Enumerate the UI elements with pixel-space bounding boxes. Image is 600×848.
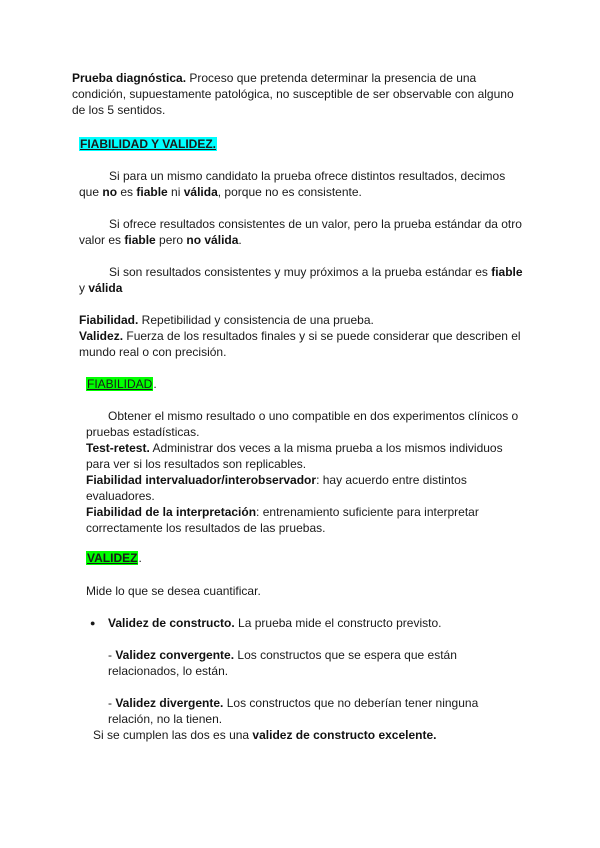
s1p1-bold-fiable: fiable	[136, 185, 168, 199]
s1p1-text: ni	[167, 185, 184, 199]
bullet-term: Validez de constructo.	[108, 616, 235, 630]
section3-heading-dot: .	[138, 551, 142, 565]
conv-text1: Los constructos que se espera que están	[234, 648, 457, 662]
s1p2-bold-fiable: fiable	[124, 233, 156, 247]
def-validez-term: Validez.	[79, 329, 124, 343]
divergent-item	[108, 695, 478, 727]
intro-line2: condición, supuestamente patológica, no susceptible de ser observable con alguno	[72, 87, 514, 101]
section1-p3	[79, 264, 523, 296]
s1p1-text: que	[79, 185, 103, 199]
inter-text2: evaluadores.	[86, 489, 155, 503]
conv-dash: -	[108, 648, 116, 662]
section2-heading-text: FIABILIDAD	[87, 377, 153, 391]
s1p3-text: y	[79, 281, 89, 295]
s1p1-text: , porque no es consistente.	[217, 185, 362, 199]
s1p1-bold-no: no	[102, 185, 118, 199]
final-text: Si se cumplen las dos es una	[93, 728, 253, 742]
s1p1-text: es	[117, 185, 137, 199]
s1p2-text: pero	[155, 233, 187, 247]
s2p1-line2: pruebas estadísticas.	[86, 425, 200, 439]
s1p2-text: .	[238, 233, 242, 247]
test-retest-term: Test-retest.	[86, 441, 150, 455]
def-fiabilidad-term: Fiabilidad.	[79, 313, 139, 327]
def-validez-text2: mundo real o con precisión.	[79, 345, 227, 359]
intro-term: Prueba diagnóstica.	[72, 71, 187, 85]
interp-term: Fiabilidad de la interpretación	[86, 505, 257, 519]
definitions	[79, 312, 521, 360]
s1p2-bold-no-valida: no válida	[186, 233, 239, 247]
bullet-icon: ●	[90, 618, 96, 628]
convergent-item	[108, 647, 457, 679]
section3-heading	[86, 550, 142, 566]
def-fiabilidad-text: Repetibilidad y consistencia de una prueba.	[138, 313, 374, 327]
intro-paragraph	[72, 70, 514, 118]
conv-text2: relacionados, lo están.	[108, 664, 229, 678]
intro-line1: Proceso que pretenda determinar la presencia de una	[186, 71, 477, 85]
div-text2: relación, no la tienen.	[108, 712, 223, 726]
bullet-text: La prueba mide el constructo previsto.	[234, 616, 442, 630]
section2-heading-dot: .	[153, 377, 157, 391]
section1-p1	[79, 168, 505, 200]
section2-body	[86, 408, 518, 536]
test-retest-text1: Administrar dos veces a la misma prueba a los mismos individuos	[149, 441, 503, 455]
s1p2-text: valor es	[79, 233, 125, 247]
s1p3-text: Si son resultados consistentes y muy próximos a la prueba estándar es	[109, 265, 492, 279]
section1-heading	[79, 136, 217, 152]
section3-heading-text: VALIDEZ	[87, 551, 138, 565]
inter-term: Fiabilidad intervaluador/interobservador	[86, 473, 317, 487]
section1-heading-text: FIABILIDAD Y VALIDEZ.	[80, 137, 217, 151]
final-sentence	[93, 727, 437, 743]
interp-text2: correctamente los resultados de las pruebas.	[86, 521, 326, 535]
final-bold: validez de constructo excelente.	[252, 728, 437, 742]
test-retest-text2: para ver si los resultados son replicables.	[86, 457, 307, 471]
section2-heading	[86, 376, 157, 392]
def-validez-text: Fuerza de los resultados finales y si se puede considerar que describen el	[123, 329, 521, 343]
s1p1-bold-valida: válida	[183, 185, 218, 199]
div-term: Validez divergente.	[115, 696, 224, 710]
section3-p1: Mide lo que se desea cuantificar.	[86, 584, 261, 598]
interp-text1: : entrenamiento suficiente para interpretar	[256, 505, 479, 519]
s1p1-line1: Si para un mismo candidato la prueba ofrece distintos resultados, decimos	[109, 169, 506, 183]
s2p1-line1: Obtener el mismo resultado o uno compatible en dos experimentos clínicos o	[108, 409, 519, 423]
section1-p2	[79, 216, 522, 248]
s1p3-bold-fiable: fiable	[491, 265, 523, 279]
div-text1: Los constructos que no deberían tener ninguna	[223, 696, 479, 710]
bullet-item	[90, 615, 550, 631]
s1p2-line1: Si ofrece resultados consistentes de un valor, pero la prueba estándar da otro	[109, 217, 522, 231]
s1p3-bold-valida: válida	[88, 281, 123, 295]
conv-term: Validez convergente.	[115, 648, 235, 662]
div-dash: -	[108, 696, 116, 710]
inter-text1: : hay acuerdo entre distintos	[316, 473, 467, 487]
intro-line3: de los 5 sentidos.	[72, 103, 166, 117]
